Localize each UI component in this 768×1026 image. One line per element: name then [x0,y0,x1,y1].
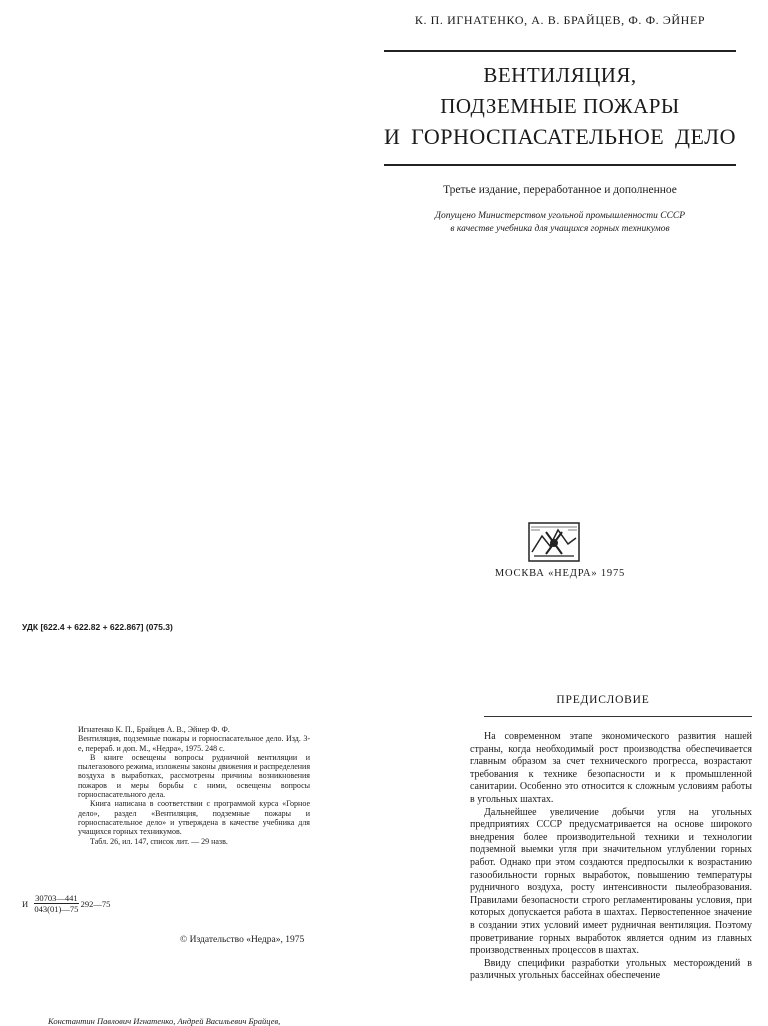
author-credits: Константин Павлович Игнатенко, Андрей Васильевич Брайцев, [48,1016,281,1026]
edition-note: Третье издание, переработанное и дополненное [443,184,677,196]
catalog-code [22,893,110,914]
top-rule [384,50,736,52]
code-suffix: 292—75 [80,898,111,909]
code-prefix: И [22,898,29,909]
approval-line-1: Допущено Министерством угольной промышленности СССР [434,211,686,221]
preface-rule [484,716,752,717]
publisher-city: МОСКВА «НЕДРА» 1975 [494,568,626,579]
bottom-rule [384,164,736,166]
preface-paragraph-2: Дальнейшее увеличение добычи угля на угольных предприятиях СССР предусматривается на основе широкого внедрения более производительной техники и технологии подземной выемки угля при значительном углублении горных работ. Однако при этом создаются предпосылки к возрастанию газообильности горных выработок, повышению температуры рудничного воздуха, росту интенсивности пылеобразования. Правилами безопасности строго регламентированы условия, при которых допускается работа в шахтах. Первостепенное значение в создании этих условий имеет рудничная вентиляция. Поэтому проветривание горных выработок является одним из главных производственных процессов в шахтах. [470,806,752,957]
abstract-authors: Игнатенко К. П., Брайцев А. В., Эйнер Ф. Ф. [78,725,230,734]
authors-line: К. П. ИГНАТЕНКО, А. В. БРАЙЦЕВ, Ф. Ф. ЭЙНЕР [414,13,706,27]
abstract-para-3: Табл. 26, ил. 147, список лит. — 29 назв. [90,836,228,846]
title-line-2: ПОДЗЕМНЫЕ ПОЖАРЫ [440,94,680,118]
code-numerator: 30703—441 [35,893,78,903]
nedra-emblem-icon [528,522,580,562]
title-line-3: И ГОРНОСПАСАТЕЛЬНОЕ ДЕЛО [384,124,736,149]
abstract-citation: Вентиляция, подземные пожары и горноспасательное дело. Изд. 3-е, перераб. и доп. М., «Недра», 1975. 248 с. [78,734,310,753]
preface-paragraph-1: На современном этапе экономического развития нашей страны, когда необходимый рост производства обеспечивается главным образом за счет технического прогресса, возрастают требования к технике безопасности и к промышленной санитарии. Особенно это относится к сложным условиям работы в угольных шахтах. [470,731,752,805]
title-line-1: ВЕНТИЛЯЦИЯ, [483,63,637,87]
code-denominator: 043(01)—75 [34,904,79,914]
preface-paragraph-3: Ввиду специфики разработки угольных месторождений в различных угольных бассейнах обеспечение [470,957,752,982]
udk-code: УДК [622.4 + 622.82 + 622.867] (075.3) [22,622,173,632]
code-fraction [34,893,79,914]
preface-heading: ПРЕДИСЛОВИЕ [556,694,650,706]
abstract-para-2: Книга написана в соответствии с программой курса «Горное дело», раздел «Вентиляция, подземные пожары и горноспасательное дело» и утверждена в качестве учебника для учащихся горных техникумов. [78,799,310,837]
bibliographic-abstract [78,725,310,846]
approval-note [384,210,736,236]
copyright-notice: © Издательство «Недра», 1975 [180,935,305,945]
approval-line-2: в качестве учебника для учащихся горных техникумов [450,224,670,234]
preface-body [470,731,752,983]
abstract-para-1: В книге освещены вопросы рудничной вентиляции и пылегазового режима, изложены законы движения и распределения воздуха в выработках, рассмотрены причины возникновения пожаров и меры борьбы с ними, освещены вопросы горноспасательного дела. [78,752,310,800]
